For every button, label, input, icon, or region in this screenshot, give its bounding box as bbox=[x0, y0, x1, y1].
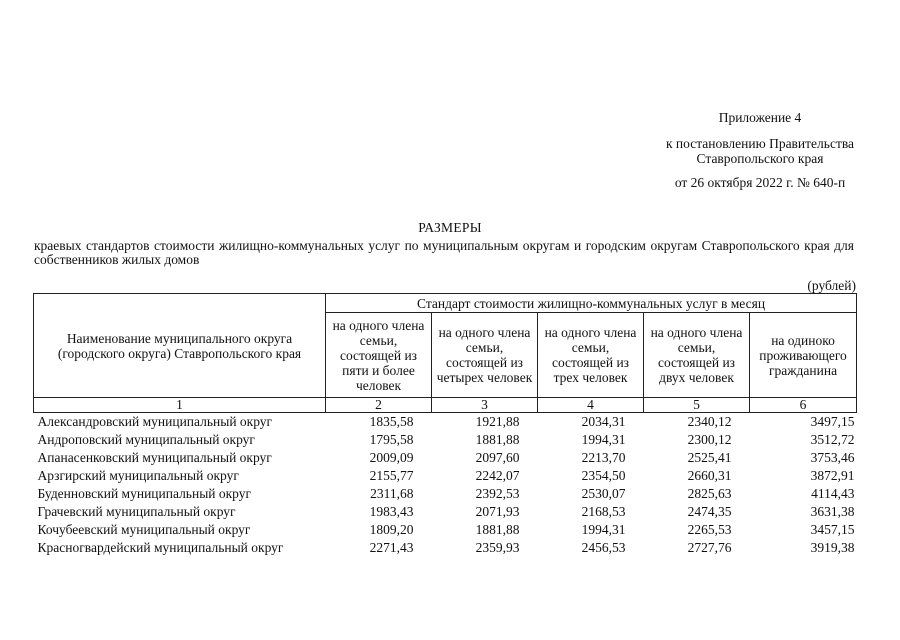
cost-value: 2213,70 bbox=[581, 450, 626, 465]
table-row bbox=[34, 431, 857, 449]
cost-value: 2009,09 bbox=[369, 450, 414, 465]
cost-value: 3497,15 bbox=[810, 414, 855, 429]
cost-value: 1994,31 bbox=[581, 522, 626, 537]
district-name: Буденновский муниципальный округ bbox=[37, 486, 252, 501]
standards-table bbox=[33, 293, 857, 557]
cost-value: 2392,53 bbox=[475, 486, 520, 501]
table-row bbox=[34, 467, 857, 485]
column-number: 5 bbox=[644, 398, 750, 413]
resolution-date: от 26 октября 2022 г. № 640-п bbox=[674, 175, 846, 190]
district-name: Апанасенковский муниципальный округ bbox=[37, 450, 272, 465]
table-body bbox=[34, 413, 857, 558]
cost-value: 2727,76 bbox=[687, 540, 732, 555]
cost-value: 1983,43 bbox=[369, 504, 414, 519]
column-number: 2 bbox=[326, 398, 432, 413]
table-row bbox=[34, 539, 857, 557]
cost-value: 1994,31 bbox=[581, 432, 626, 447]
cost-value: 2097,60 bbox=[475, 450, 520, 465]
district-name: Арзгирский муниципальный округ bbox=[37, 468, 239, 483]
cost-value: 2034,31 bbox=[581, 414, 626, 429]
units-label: (рублей) bbox=[807, 278, 856, 293]
cost-value: 2271,43 bbox=[369, 540, 414, 555]
cost-value: 2242,07 bbox=[475, 468, 520, 483]
cost-value: 4114,43 bbox=[811, 486, 855, 501]
district-name: Андроповский муниципальный округ bbox=[37, 432, 255, 447]
table-row bbox=[34, 485, 857, 503]
cost-value: 2825,63 bbox=[687, 486, 732, 501]
cost-value: 2071,93 bbox=[475, 504, 520, 519]
column-number: 3 bbox=[432, 398, 538, 413]
cost-value: 3753,46 bbox=[810, 450, 855, 465]
cost-value: 3457,15 bbox=[810, 522, 855, 537]
document-title: РАЗМЕРЫ bbox=[418, 220, 482, 235]
cost-value: 2155,77 bbox=[369, 468, 414, 483]
cost-value: 1881,88 bbox=[475, 432, 520, 447]
cost-value: 3872,91 bbox=[810, 468, 855, 483]
column-number: 6 bbox=[750, 398, 857, 413]
resolution-line-1: к постановлению Правительства bbox=[665, 136, 855, 151]
table-row bbox=[34, 521, 857, 539]
cost-value: 2474,35 bbox=[687, 504, 732, 519]
cost-value: 2660,31 bbox=[687, 468, 732, 483]
column-header-five-plus: на одного члена семьи, состоящей из пяти и более человек bbox=[326, 313, 432, 398]
district-name: Кочубеевский муниципальный округ bbox=[37, 522, 251, 537]
cost-value: 2530,07 bbox=[581, 486, 626, 501]
column-header-four: на одного члена семьи, состоящей из четырех человек bbox=[432, 313, 538, 398]
district-name: Красногвардейский муниципальный округ bbox=[37, 540, 284, 555]
cost-value: 1795,58 bbox=[369, 432, 414, 447]
cost-value: 3919,38 bbox=[810, 540, 855, 555]
cost-value: 2456,53 bbox=[581, 540, 626, 555]
column-number: 4 bbox=[538, 398, 644, 413]
district-name: Александровский муниципальный округ bbox=[37, 414, 273, 429]
resolution-reference bbox=[650, 136, 870, 166]
cost-value: 2525,41 bbox=[687, 450, 732, 465]
cost-value: 2265,53 bbox=[687, 522, 732, 537]
name-column-header: Наименование муниципального округа (городского округа) Ставропольского края bbox=[34, 294, 326, 398]
column-header-single: на одиноко проживающего гражданина bbox=[750, 313, 857, 398]
cost-value: 2168,53 bbox=[581, 504, 626, 519]
cost-value: 2359,93 bbox=[475, 540, 520, 555]
column-header-three: на одного члена семьи, состоящей из трех человек bbox=[538, 313, 644, 398]
table-row bbox=[34, 449, 857, 467]
group-column-header: Стандарт стоимости жилищно-коммунальных услуг в месяц bbox=[326, 294, 857, 313]
cost-value: 2354,50 bbox=[581, 468, 626, 483]
cost-value: 1835,58 bbox=[369, 414, 414, 429]
table-row bbox=[34, 413, 857, 432]
cost-value: 2311,68 bbox=[370, 486, 414, 501]
cost-value: 1809,20 bbox=[369, 522, 414, 537]
cost-value: 3631,38 bbox=[810, 504, 855, 519]
column-header-two: на одного члена семьи, состоящей из двух человек bbox=[644, 313, 750, 398]
appendix-label: Приложение 4 bbox=[718, 110, 802, 125]
cost-value: 1881,88 bbox=[475, 522, 520, 537]
table-row bbox=[34, 503, 857, 521]
cost-value: 3512,72 bbox=[810, 432, 855, 447]
district-name: Грачевский муниципальный округ bbox=[37, 504, 236, 519]
column-number: 1 bbox=[34, 398, 326, 413]
cost-value: 2340,12 bbox=[687, 414, 732, 429]
document-subtitle: краевых стандартов стоимости жилищно-коммунальных услуг по муниципальным округам и городским округам Ставропольского края для собственников жилых домов bbox=[34, 238, 854, 267]
cost-value: 1921,88 bbox=[475, 414, 520, 429]
resolution-line-2: Ставропольского края bbox=[696, 151, 824, 166]
cost-value: 2300,12 bbox=[687, 432, 732, 447]
